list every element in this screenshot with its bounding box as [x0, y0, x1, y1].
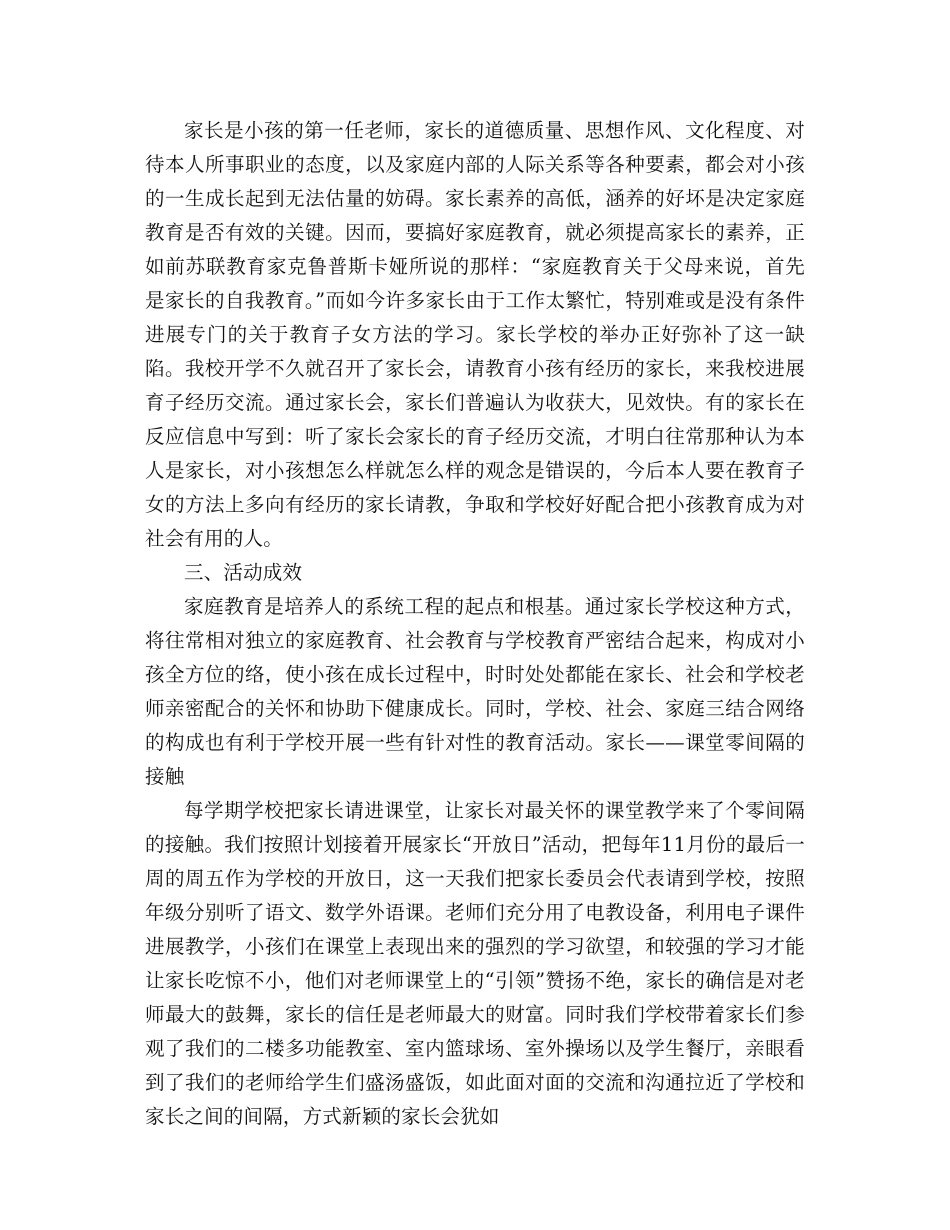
paragraph-family-education: 家庭教育是培养人的系统工程的起点和根基。通过家长学校这种方式，将往常相对独立的家庭教育、社会教育与学校教育严密结合起来，构成对小孩全方位的络，使小孩在成长过程中，时时处处都能在家长、社会和学校老师亲密配合的关怀和协助下健康成长。同时，学校、社会、家庭三结合网络的构成也有利于学校开展一些有针对性的教育活动。家长——课堂零间隔的接触: [145, 595, 805, 788]
section-heading-activity-results: 三、活动成效: [184, 561, 303, 584]
document-body: [145, 114, 805, 1134]
paragraph-parent-education: 家长是小孩的第一任老师，家长的道德质量、思想作风、文化程度、对待本人所事职业的态度，以及家庭内部的人际关系等各种要素，都会对小孩的一生成长起到无法估量的妨碍。家长素养的高低，涵养的好坏是决定家庭教育是否有效的关键。因而，要搞好家庭教育，就必须提高家长的素养，正如前苏联教育家克鲁普斯卡娅所说的那样：“家庭教育关于父母来说，首先是家长的自我教育。”而如今许多家长由于工作太繁忙，特别难或是没有条件进展专门的关于教育子女方法的学习。家长学校的举办正好弥补了这一缺陷。我校开学不久就召开了家长会，请教育小孩有经历的家长，来我校进展育子经历交流。通过家长会，家长们普遍认为收获大，见效快。有的家长在反应信息中写到：听了家长会家长的育子经历交流，才明白往常那种认为本人是家长，对小孩想怎么样就怎么样的观念是错误的，今后本人要在教育子女的方法上多向有经历的家长请教，争取和学校好好配合把小孩教育成为对社会有用的人。: [145, 119, 805, 550]
paragraph-open-classroom: 每学期学校把家长请进课堂，让家长对最关怀的课堂教学来了个零间隔的接触。我们按照计划接着开展家长“开放日”活动，把每年11月份的最后一周的周五作为学校的开放日，这一天我们把家长委员会代表请到学校，按照年级分别听了语文、数学外语课。老师们充分用了电教设备，利用电子课件进展教学，小孩们在课堂上表现出来的强烈的学习欲望，和较强的学习才能让家长吃惊不小，他们对老师课堂上的“引领”赞扬不绝，家长的确信是对老师最大的鼓舞，家长的信任是老师最大的财富。同时我们学校带着家长们参观了我们的二楼多功能教室、室内篮球场、室外操场以及学生餐厅，亲眼看到了我们的老师给学生们盛汤盛饭，如此面对面的交流和沟通拉近了学校和家长之间的间隔，方式新颖的家长会犹如: [145, 799, 805, 1128]
